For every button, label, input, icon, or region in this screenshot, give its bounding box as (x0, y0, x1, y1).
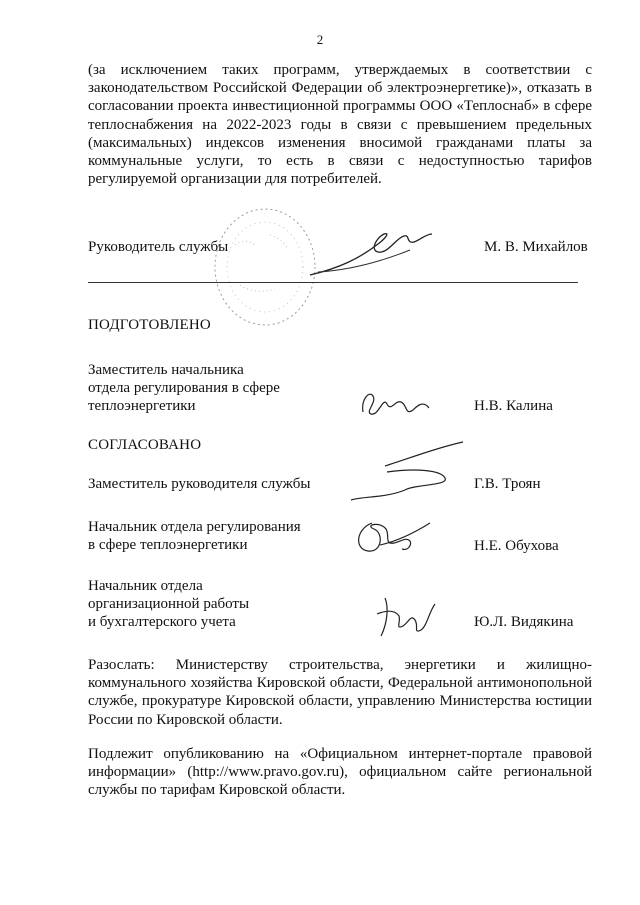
distribution-list: Разослать: Министерству строительства, энергетики и жилищно-коммунального хозяйства Кировской области, Федеральной антимонопольной службе, прокуратуре Кировской области, управлению Министерства юстиции России по Кировской области. (88, 657, 592, 728)
prepared-name: Н.В. Калина (474, 398, 553, 414)
signer-title-line: Начальник отдела (88, 578, 203, 594)
prepared-signature (355, 382, 435, 422)
approved-signer-2-signature (350, 515, 435, 560)
signer-title-line: в сфере теплоэнергетики (88, 537, 248, 553)
approved-header: СОГЛАСОВАНО (88, 437, 202, 453)
approved-signer-2-title (88, 518, 301, 554)
approved-signer-2-name: Н.Е. Обухова (474, 538, 559, 554)
separator-line (88, 282, 578, 283)
publication-note: Подлежит опубликованию на «Официальном интернет-портале правовой информации» (http://www.pravo.gov.ru), официальном сайте региональной службы по тарифам Кировской области. (88, 746, 592, 799)
prepared-title-line: Заместитель начальника (88, 362, 244, 378)
signer-title-line: организационной работы (88, 596, 250, 612)
approved-signer-3-signature (373, 590, 443, 645)
head-name: М. В. Михайлов (484, 239, 588, 255)
signer-title-line: Начальник отдела регулирования (88, 519, 301, 535)
prepared-header: ПОДГОТОВЛЕНО (88, 317, 211, 333)
head-title: Руководитель службы (88, 239, 229, 255)
signer-title-line: и бухгалтерского учета (88, 614, 236, 630)
approved-signer-3-name: Ю.Л. Видякина (474, 614, 574, 630)
page-number: 2 (316, 32, 324, 47)
signer-title-line: Заместитель руководителя службы (88, 476, 311, 492)
head-signature (300, 220, 440, 285)
approved-signer-1-title (88, 475, 310, 493)
body-paragraph: (за исключением таких программ, утверждаемых в соответствии с законодательством Российской Федерации об электроэнергетике)», отказать в согласовании проекта инвестиционной программы ООО «Теплоснаб» в сфере теплоснабжения на 2022-2023 годы в связи с превышением предельных (максимальных) индексов изменения вносимой гражданами платы за коммунальные услуги, то есть в связи с недоступностью тарифов регулируемой организации для потребителей. (88, 62, 592, 188)
prepared-title-line: отдела регулирования в сфере (88, 380, 280, 396)
approved-signer-1-name: Г.В. Троян (474, 476, 541, 492)
approved-signer-1-signature (345, 440, 470, 505)
approved-signer-3-title (88, 577, 249, 631)
prepared-title (88, 361, 280, 415)
prepared-title-line: теплоэнергетики (88, 398, 196, 414)
